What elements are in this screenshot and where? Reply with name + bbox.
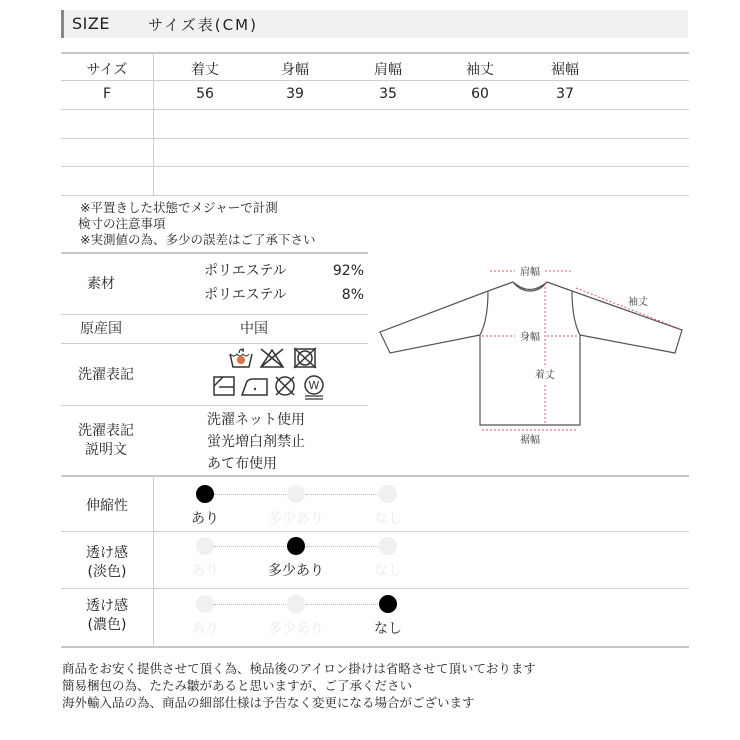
scale-dot bbox=[379, 537, 397, 555]
divider bbox=[61, 52, 689, 54]
scale-track bbox=[306, 604, 378, 605]
care-note-line: 洗濯ネット使用 bbox=[207, 412, 305, 428]
col-header-body-width: 身幅 bbox=[281, 62, 309, 78]
col-header-shoulder: 肩幅 bbox=[374, 62, 402, 78]
care-label: 洗濯表記 bbox=[78, 367, 134, 383]
origin-label: 原産国 bbox=[80, 321, 122, 337]
scale-dot bbox=[196, 595, 214, 613]
divider bbox=[61, 166, 689, 167]
cell-body-width: 39 bbox=[286, 86, 304, 102]
col-header-hem: 裾幅 bbox=[551, 62, 579, 78]
line-dry-shade-icon bbox=[212, 375, 236, 397]
scale-label: (淡色) bbox=[87, 564, 127, 580]
scale-track bbox=[214, 604, 286, 605]
scale-option: 多少あり bbox=[268, 563, 324, 579]
scale-option: 多少あり bbox=[268, 511, 324, 527]
diagram-label-sleeve: 袖丈 bbox=[628, 297, 648, 308]
scale-option: あり bbox=[191, 511, 219, 527]
divider bbox=[61, 405, 368, 406]
scale-option: なし bbox=[374, 563, 402, 579]
scale-dot bbox=[287, 485, 305, 503]
scale-option: なし bbox=[374, 511, 402, 527]
col-header-size: サイズ bbox=[86, 62, 128, 78]
section-header bbox=[61, 10, 688, 38]
divider bbox=[61, 475, 689, 477]
material-name: ポリエステル bbox=[204, 287, 287, 303]
diagram-label-length: 着丈 bbox=[535, 370, 555, 381]
no-dry-clean-icon bbox=[273, 375, 297, 397]
divider bbox=[61, 195, 689, 196]
cell-shoulder: 35 bbox=[379, 86, 397, 102]
divider bbox=[153, 53, 154, 195]
note-line: ※実測値の為、多少の誤差はご了承下さい bbox=[80, 232, 316, 247]
care-notes-label: 説明文 bbox=[85, 442, 127, 458]
divider bbox=[61, 80, 689, 81]
scale-label: 透け感 bbox=[86, 545, 128, 561]
col-header-length: 着丈 bbox=[191, 62, 219, 78]
divider bbox=[153, 476, 154, 646]
header-title-jp: サイズ表(CM) bbox=[148, 16, 258, 34]
cell-length: 56 bbox=[196, 86, 214, 102]
divider bbox=[61, 252, 368, 254]
scale-label: 伸縮性 bbox=[86, 498, 128, 514]
care-note-line: 蛍光増白剤禁止 bbox=[207, 434, 305, 450]
scale-track bbox=[306, 546, 378, 547]
divider bbox=[61, 646, 689, 648]
scale-option: なし bbox=[374, 621, 402, 637]
scale-option: 多少あり bbox=[268, 621, 324, 637]
iron-low-icon bbox=[240, 376, 270, 397]
scale-track bbox=[306, 494, 378, 495]
divider bbox=[61, 588, 689, 589]
scale-option: あり bbox=[191, 621, 219, 637]
material-percent: 92% bbox=[332, 263, 364, 279]
divider bbox=[61, 531, 689, 532]
diagram-label-body-width: 身幅 bbox=[520, 332, 540, 343]
diagram-label-shoulder: 肩幅 bbox=[520, 267, 540, 278]
diagram-label-hem: 裾幅 bbox=[520, 435, 540, 445]
scale-label: (濃色) bbox=[87, 617, 127, 633]
svg-text:W: W bbox=[308, 379, 320, 392]
note-line: ※平置きした状態でメジャーで計測 bbox=[80, 200, 278, 215]
scale-dot-selected bbox=[379, 595, 397, 613]
footer-notes bbox=[62, 660, 536, 711]
hand-wash-40-icon bbox=[228, 346, 254, 370]
scale-dot-selected bbox=[196, 485, 214, 503]
cell-sleeve: 60 bbox=[471, 86, 489, 102]
origin-value: 中国 bbox=[240, 321, 268, 337]
scale-label: 透け感 bbox=[86, 598, 128, 614]
material-label: 素材 bbox=[87, 276, 115, 292]
divider bbox=[61, 343, 368, 344]
scale-dot bbox=[287, 595, 305, 613]
material-percent: 8% bbox=[341, 287, 364, 303]
scale-dot bbox=[196, 537, 214, 555]
footer-line: 簡易梱包の為、たたみ皺があると思いますが、ご了承ください bbox=[62, 678, 413, 693]
scale-track bbox=[214, 546, 286, 547]
header-title-en: SIZE bbox=[72, 14, 110, 33]
scale-option: あり bbox=[191, 563, 219, 579]
no-bleach-icon bbox=[259, 347, 285, 369]
cell-hem: 37 bbox=[556, 86, 574, 102]
no-tumble-dry-icon bbox=[292, 347, 318, 369]
scale-track bbox=[214, 494, 286, 495]
scale-dot-selected bbox=[287, 537, 305, 555]
note-line: 検寸の注意事項 bbox=[78, 216, 166, 231]
scale-dot bbox=[379, 485, 397, 503]
cell-size: F bbox=[102, 86, 112, 102]
divider bbox=[61, 138, 689, 139]
care-notes-label: 洗濯表記 bbox=[78, 423, 134, 439]
divider bbox=[61, 314, 368, 315]
col-header-sleeve: 袖丈 bbox=[466, 62, 494, 78]
footer-line: 商品をお安く提供させて頂く為、検品後のアイロン掛けは省略させて頂いております bbox=[62, 661, 536, 676]
wet-clean-icon bbox=[302, 374, 326, 400]
divider bbox=[61, 109, 689, 110]
care-note-line: あて布使用 bbox=[207, 456, 277, 472]
garment-diagram bbox=[370, 255, 690, 445]
material-name: ポリエステル bbox=[204, 263, 287, 279]
footer-line: 海外輸入品の為、商品の細部仕様は予告なく変更になる場合がございます bbox=[62, 695, 475, 710]
